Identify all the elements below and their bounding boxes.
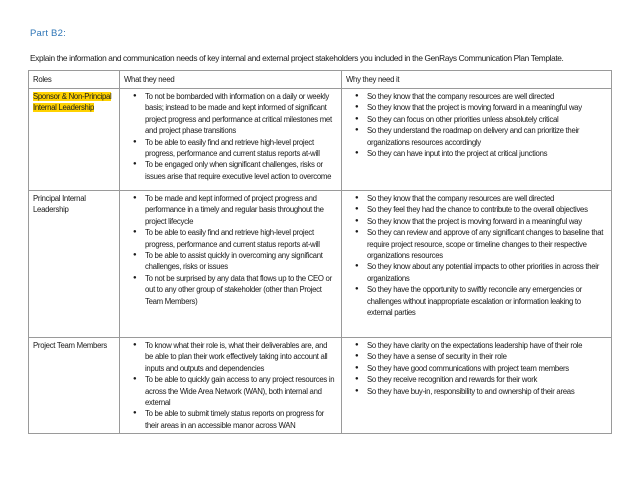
needs-cell [120, 191, 342, 338]
reasons-cell [342, 89, 612, 191]
list-item: ● To be able to easily find and retrieve high-level project progress, performance and current status reports at-will [145, 137, 337, 160]
role-label: Principal Internal [33, 194, 86, 203]
reasons-cell [342, 338, 612, 434]
role-label: Internal Leadership [33, 103, 95, 113]
list-item: ● To be engaged only when significant challenges, risks or issues arise that require executive level action to overcome [145, 159, 337, 182]
list-item: ● To be able to assist quickly in overcoming any significant challenges, risks or issues [145, 250, 337, 273]
list-item: ● So they have clarity on the expectations leadership have of their role [367, 340, 607, 351]
role-cell [29, 89, 120, 191]
needs-list [124, 340, 337, 431]
part-title: Part B2: [30, 28, 66, 39]
list-item: ● So they know that the company resources are well directed [367, 91, 607, 102]
table-row [29, 191, 612, 338]
header-roles: Roles [29, 71, 120, 89]
reasons-cell [342, 191, 612, 338]
instruction-text: Explain the information and communication needs of key internal and external project stakeholders you included in the GenRays Communication Plan Template. [30, 53, 564, 63]
list-item: ● So they have buy-in, responsibility to and ownership of their areas [367, 386, 607, 397]
needs-list [124, 193, 337, 307]
list-item: ● So they can focus on other priorities unless absolutely critical [367, 114, 607, 125]
needs-list [124, 91, 337, 182]
role-label: Project Team Members [33, 341, 108, 350]
needs-cell [120, 338, 342, 434]
list-item: ● To be able to easily find and retrieve high-level project progress, performance and current status reports at-will [145, 227, 337, 250]
table-header-row [29, 71, 612, 89]
reasons-list [346, 193, 607, 318]
reasons-list [346, 340, 607, 397]
role-label: Sponsor & Non-Principal [33, 92, 112, 101]
list-item: ● To be able to quickly gain access to any project resources in across the Wide Area Network (WAN), both internal and external [145, 374, 337, 408]
header-what-they-need: What they need [120, 71, 342, 89]
needs-cell [120, 89, 342, 191]
list-item: ● To be made and kept informed of project progress and performance in a timely and regular basis throughout the project lifecycle [145, 193, 337, 227]
role-label: Leadership [33, 205, 69, 215]
list-item: ● So they know that the project is moving forward in a meaningful way [367, 102, 607, 113]
list-item: ● So they can review and approve of any significant changes to baseline that require project resource, scope or timeline changes to their respective organizations resources [367, 227, 607, 261]
list-item: ● To not be surprised by any data that flows up to the CEO or out to any other group of stakeholder (other than Project Team Members) [145, 273, 337, 307]
list-item: ● So they have good communications with project team members [367, 363, 607, 374]
list-item: ● So they know that the company resources are well directed [367, 193, 607, 204]
role-cell [29, 338, 120, 434]
list-item: ● So they can have input into the project at critical junctions [367, 148, 607, 159]
table-row [29, 89, 612, 191]
table-row [29, 338, 612, 434]
list-item: ● So they understand the roadmap on delivery and can prioritize their organizations resources accordingly [367, 125, 607, 148]
list-item: ● So they receive recognition and rewards for their work [367, 374, 607, 385]
header-why-they-need-it: Why they need it [342, 71, 612, 89]
list-item: ● So they know about any potential impacts to other priorities in across their organizations [367, 261, 607, 284]
list-item: ● So they feel they had the chance to contribute to the overall objectives [367, 204, 607, 215]
reasons-list [346, 91, 607, 159]
role-cell [29, 191, 120, 338]
list-item: ● So they have a sense of security in their role [367, 351, 607, 362]
stakeholder-table [28, 70, 612, 434]
list-item: ● To be able to submit timely status reports on progress for their areas in an accessible manor across WAN [145, 408, 337, 431]
list-item: ● So they know that the project is moving forward in a meaningful way [367, 216, 607, 227]
list-item: ● To not be bombarded with information on a daily or weekly basis; instead to be made and kept informed of significant project progress and performance at critical milestones met and project phase transitions [145, 91, 337, 137]
list-item: ● To know what their role is, what their deliverables are, and be able to plan their work effectively taking into account all inputs and outputs and dependencies [145, 340, 337, 374]
list-item: ● So they have the opportunity to swiftly reconcile any emergencies or challenges without inappropriate escalation or information leaking to external parties [367, 284, 607, 318]
